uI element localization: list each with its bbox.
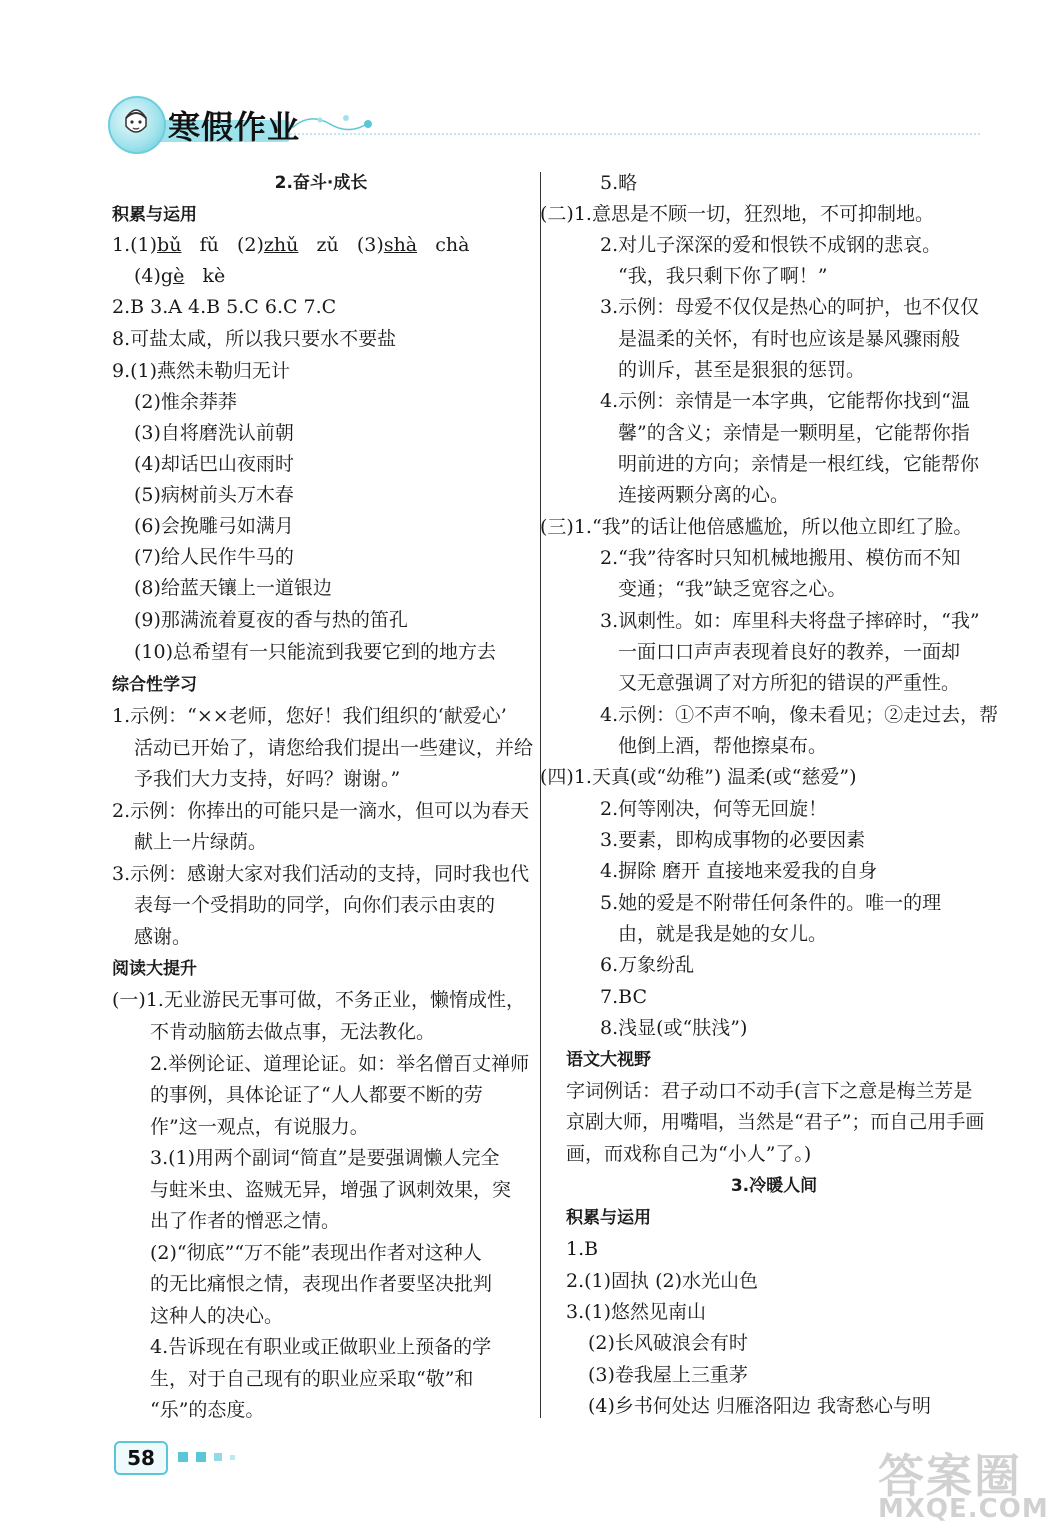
footer-dot-icon	[230, 1455, 235, 1460]
answer-line: (四)1.天真(或“幼稚”) 温柔(或“慈爱”)	[540, 766, 857, 788]
answer-line: (三)1.“我”的话让他倍感尴尬，所以他立即红了脸。	[540, 516, 973, 538]
answer-line: 生，对于自己现有的职业应采取“敬”和	[150, 1368, 474, 1390]
answer-line: (二)1.意思是不顾一切，狂烈地，不可抑制地。	[540, 203, 934, 225]
answer-line: 9.(1)燕然未勒归无计	[112, 360, 291, 382]
answer-line: 的事例，具体论证了“人人都要不断的劳	[150, 1084, 483, 1106]
answer-line-1b: (4)gè kè	[134, 265, 226, 287]
answer-line: (5)病树前头万木春	[134, 484, 294, 506]
header-dotted-rule	[290, 133, 980, 135]
section-heading: 积累与运用	[112, 205, 197, 225]
answer-line: 予我们大力支持，好吗？谢谢。”	[134, 768, 401, 790]
answer-line: 2.对儿子深深的爱和恨铁不成钢的悲哀。	[600, 234, 942, 256]
answer-line: 馨”的含义；亲情是一颗明星，它能帮你指	[618, 422, 970, 444]
answer-line: 2.举例论证、道理论证。如：举名僧百丈禅师	[150, 1053, 530, 1075]
answer-line: (9)那满流着夏夜的香与热的笛孔	[134, 609, 408, 631]
watermark-text: 答案圈	[878, 1449, 1022, 1503]
answer-line: 画，而戏称自己为“小人”了。)	[566, 1143, 812, 1165]
answer-line: 作”这一观点，有说服力。	[150, 1116, 369, 1138]
answer-line: (一)1.无业游民无事可做，不务正业，懒惰成性，	[112, 989, 525, 1011]
answer-line: 4.摒除 磨开 直接地来爱我的自身	[600, 860, 878, 882]
answer-line: 1.B	[566, 1238, 599, 1260]
section-heading: 语文大视野	[566, 1050, 651, 1070]
section-heading: 阅读大提升	[112, 959, 197, 979]
answer-line: 3.讽刺性。如：库里科夫将盘子摔碎时，“我”	[600, 610, 980, 632]
answer-line: 感谢。	[134, 926, 192, 948]
answer-line: 1.示例：“××老师，您好！我们组织的‘献爱心’	[112, 705, 507, 727]
answer-line: 3.(1)用两个副词“简直”是要强调懒人完全	[150, 1147, 500, 1169]
answer-line: 5.略	[600, 172, 638, 194]
section-heading: 积累与运用	[566, 1208, 651, 1228]
answer-line: 出了作者的憎恶之情。	[150, 1210, 341, 1232]
answer-line: 8.浅显(或“肤浅”)	[600, 1017, 748, 1039]
site-watermark	[870, 1440, 1049, 1528]
answer-line: (2)“彻底”“万不能”表现出作者对这种人	[150, 1242, 482, 1264]
answer-line: 6.万象纷乱	[600, 954, 695, 976]
column-divider	[540, 172, 541, 1418]
answer-line: (10)总希望有一只能流到我要它到的地方去	[134, 641, 497, 663]
answer-line: (7)给人民作牛马的	[134, 546, 294, 568]
footer-dot-icon	[214, 1453, 222, 1461]
answer-line: 3.(1)悠然见南山	[566, 1301, 707, 1323]
answer-line: (6)会挽雕弓如满月	[134, 515, 294, 537]
section-title: 3.冷暖人间	[730, 1176, 818, 1196]
answer-line: 2.示例：你捧出的可能只是一滴水，但可以为春天	[112, 800, 530, 822]
answer-line: 表每一个受捐助的同学，向你们表示由衷的	[134, 894, 496, 916]
book-title: 寒假作业	[168, 108, 301, 146]
answer-line: 明前进的方向；亲情是一根红线，它能帮你	[618, 453, 980, 475]
answer-line: 3.示例：母爱不仅仅是热心的呵护，也不仅仅	[600, 296, 980, 318]
answer-line: 5.她的爱是不附带任何条件的。唯一的理	[600, 892, 942, 914]
answer-line: 4.告诉现在有职业或正做职业上预备的学	[150, 1336, 492, 1358]
answer-line: 他倒上酒，帮他擦桌布。	[618, 735, 828, 757]
girl-face-icon	[122, 104, 150, 140]
answer-line: 不肯动脑筋去做点事，无法教化。	[150, 1021, 436, 1043]
answer-line: 8.可盐太咸，所以我只要水不要盐	[112, 328, 397, 350]
answer-line: 一面口口声声表现着良好的教养，一面却	[618, 641, 961, 663]
answer-line: 连接两颗分离的心。	[618, 484, 790, 506]
answer-line: (3)自将磨洗认前朝	[134, 422, 294, 444]
section-title: 2.奋斗·成长	[274, 173, 368, 193]
answer-line: “我，我只剩下你了啊！”	[618, 265, 828, 287]
answer-line: (3)卷我屋上三重茅	[588, 1364, 748, 1386]
answer-line: 是温柔的关怀，有时也应该是暴风骤雨般	[618, 328, 961, 350]
answer-line: 4.示例：亲情是一本字典，它能帮你找到“温	[600, 390, 970, 412]
answer-line: “乐”的态度。	[150, 1399, 265, 1421]
section-heading: 综合性学习	[112, 675, 197, 695]
answer-line: 的无比痛恨之情，表现出作者要坚决批判	[150, 1273, 493, 1295]
answer-line: (4)却话巴山夜雨时	[134, 453, 294, 475]
answer-line: (2)惟余莽莽	[134, 391, 237, 413]
answer-line: 与蛀米虫、盗贼无异，增强了讽刺效果，突	[150, 1179, 512, 1201]
answer-line: 2.(1)固执 (2)水光山色	[566, 1270, 758, 1292]
answer-line: (4)乡书何处达 归雁洛阳边 我寄愁心与明	[588, 1395, 931, 1417]
answer-line: 这种人的决心。	[150, 1305, 284, 1327]
answer-line: 京剧大师，用嘴唱，当然是“君子”；而自己用手画	[566, 1111, 985, 1133]
answer-line: (8)给蓝天镶上一道银边	[134, 577, 332, 599]
answer-line: 3.要素，即构成事物的必要因素	[600, 829, 866, 851]
answer-line: 活动已开始了，请您给我们提出一些建议，并给	[134, 737, 534, 759]
answer-line: 2.“我”待客时只知机械地搬用、模仿而不知	[600, 547, 961, 569]
answer-line: 7.BC	[600, 986, 647, 1008]
answer-line-1: 1.(1)bǔ fǔ (2)zhǔ zǔ (3)shà chà	[112, 234, 470, 256]
answer-line: 由，就是我是她的女儿。	[618, 923, 828, 945]
answer-line: 的训斥，甚至是狠狠的惩罚。	[618, 359, 866, 381]
footer-dot-icon	[196, 1452, 206, 1462]
page-number: 58	[114, 1441, 168, 1475]
watermark-url: MXQE.COM	[878, 1494, 1049, 1524]
answer-line: 字词例话：君子动口不动手(言下之意是梅兰芳是	[566, 1080, 973, 1102]
footer-dot-icon	[178, 1452, 188, 1462]
answer-line: 3.示例：感谢大家对我们活动的支持，同时我也代	[112, 863, 530, 885]
answer-line: 又无意强调了对方所犯的错误的严重性。	[618, 672, 961, 694]
answer-line: 2.B 3.A 4.B 5.C 6.C 7.C	[112, 296, 337, 318]
answer-line: (2)长风破浪会有时	[588, 1332, 748, 1354]
page-header	[0, 0, 1052, 160]
answer-line: 2.何等刚决，何等无回旋！	[600, 798, 828, 820]
answer-line: 变通；“我”缺乏宽容之心。	[618, 578, 847, 600]
answer-line: 献上一片绿荫。	[134, 831, 268, 853]
answer-line: 4.示例：①不声不响，像未看见；②走过去，帮	[600, 704, 999, 726]
